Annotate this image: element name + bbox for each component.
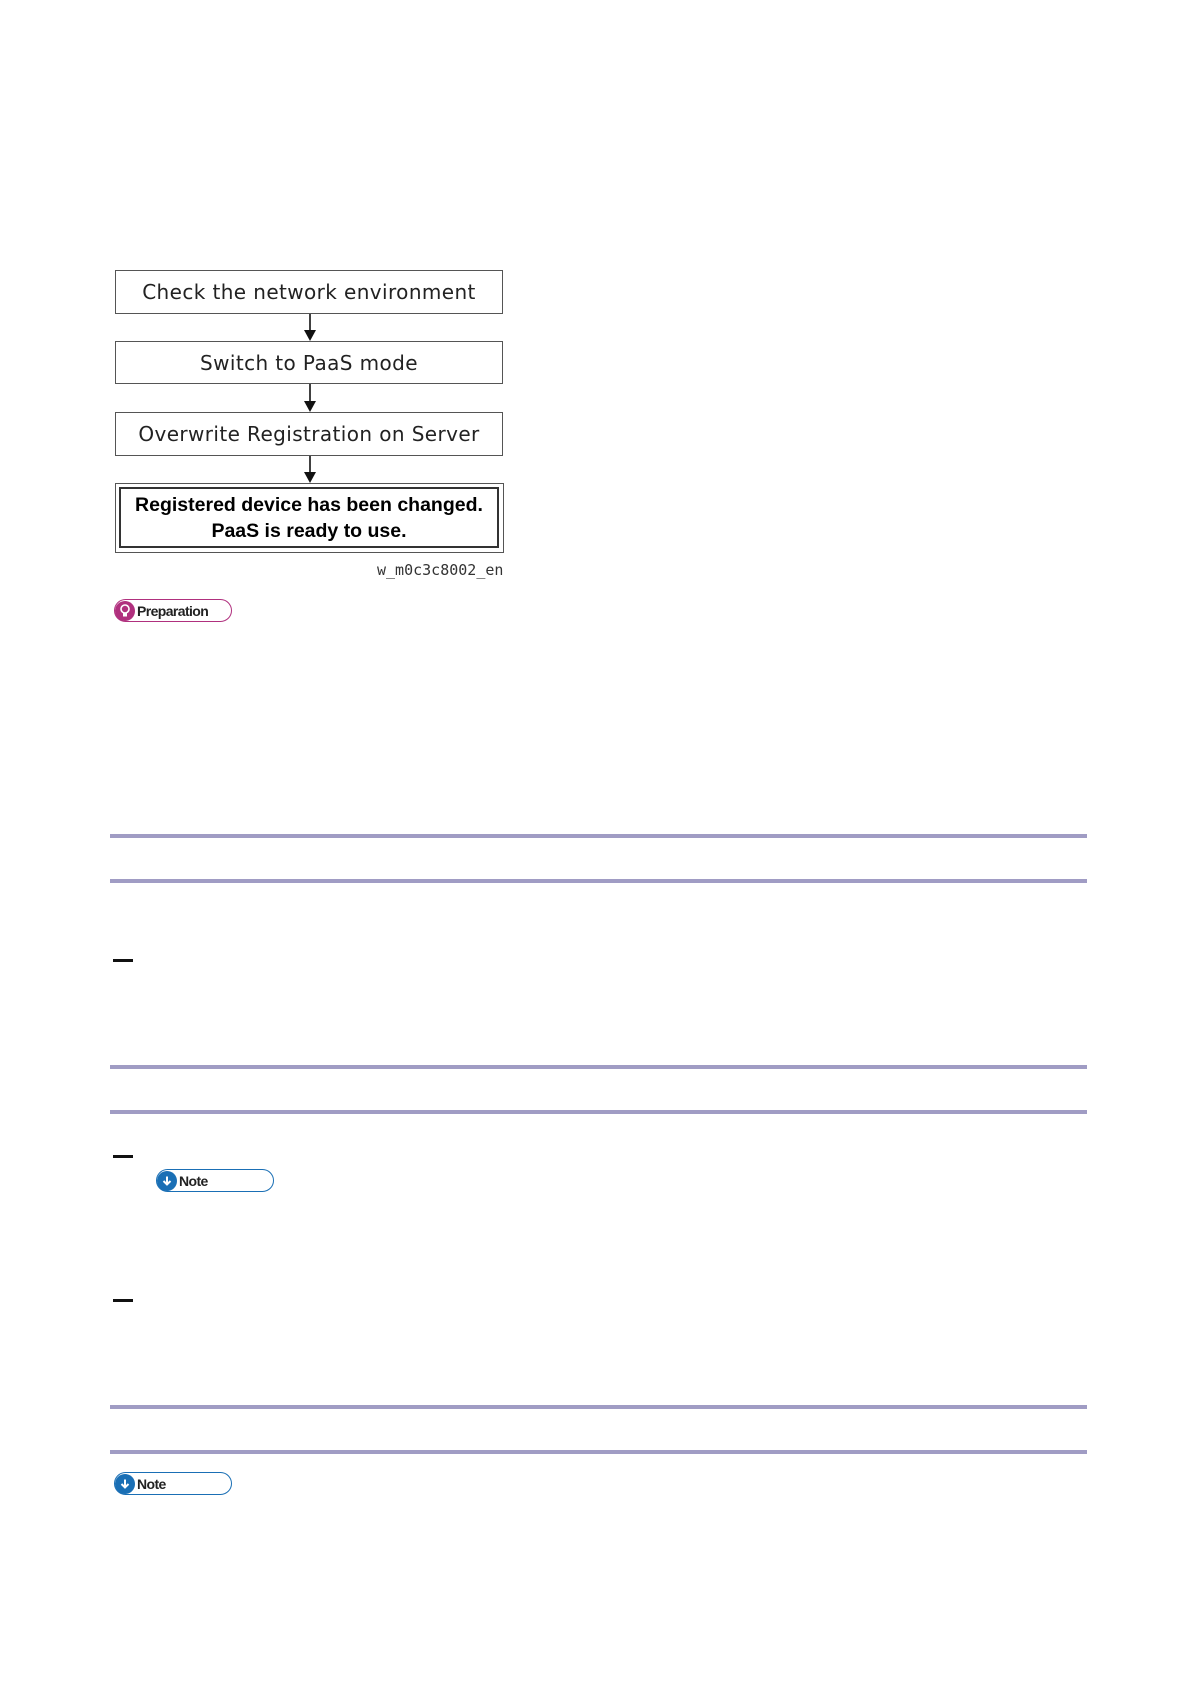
list-dash-marker — [113, 1155, 133, 1158]
down-arrow-icon — [157, 1171, 177, 1191]
preparation-badge — [114, 599, 232, 622]
final-step-line2: PaaS is ready to use. — [211, 519, 407, 542]
section-rule-bottom — [110, 879, 1087, 883]
flow-step-check-network — [115, 270, 503, 314]
down-arrow-icon — [115, 1474, 135, 1494]
section-rule-bottom — [110, 1110, 1087, 1114]
flow-step-overwrite-registration — [115, 412, 503, 456]
flow-arrow-icon — [300, 384, 320, 413]
lightbulb-icon — [115, 601, 135, 621]
section-rule-bottom — [110, 1450, 1087, 1454]
flow-step-switch-paas — [115, 341, 503, 384]
figure-caption: w_m0c3c8002_en — [377, 561, 504, 579]
flow-arrow-icon — [300, 314, 320, 342]
note-badge — [114, 1472, 232, 1495]
final-step-line1: Registered device has been changed. — [135, 493, 483, 516]
flow-final-step — [115, 483, 504, 553]
note-label: Note — [179, 1172, 208, 1189]
note-badge — [156, 1169, 274, 1192]
flow-step-label: Switch to PaaS mode — [200, 350, 418, 375]
flow-step-label: Check the network environment — [142, 280, 476, 304]
flow-final-step-inner — [119, 487, 499, 548]
flow-arrow-icon — [300, 456, 320, 484]
flow-step-label: Overwrite Registration on Server — [138, 422, 480, 446]
list-dash-marker — [113, 1299, 133, 1302]
section-rule-top — [110, 834, 1087, 838]
list-dash-marker — [113, 959, 133, 962]
section-rule-top — [110, 1065, 1087, 1069]
section-rule-top — [110, 1405, 1087, 1409]
preparation-label: Preparation — [137, 602, 209, 619]
note-label: Note — [137, 1475, 166, 1492]
